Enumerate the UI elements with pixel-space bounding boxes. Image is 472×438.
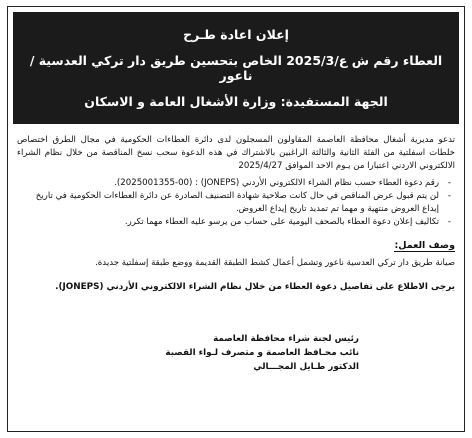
tender-number-line: العطاء رقم ش ع/2025/3 الخاص بتحسين طريق دار تركي العدسية / ناعور — [29, 53, 443, 83]
signature-block — [13, 332, 359, 374]
work-description: صيانة طريق دار تركي العدسية ناعور وتشمل أعمال كشط الطبقة القديمة ووضع طبقة إسفلتية جديدة. — [95, 258, 455, 268]
condition-item: - رقم دعوة العطاء حسب نظام الشراء الالكتروني الأردني (JONEPS) : (2025001355-00). — [17, 177, 453, 190]
signature-position: نائب محـافظ العاصمة و متصرف لـواء القصبة — [165, 348, 359, 358]
notice-frame — [7, 6, 465, 432]
intro-paragraph: تدعو مديرية أشغال محافظة العاصمة المقاولون المسجلون لدى دائرة العطاءات الحكومية في مجال الطرق اختصاص خلطات اسفلتية من الفئة الثانية والثالثة الراغبين بالاشتراك في هذه الدعوة سحب نسخ المناقصة من خلال نظام الشراء الالكتروني الاردني اعتبارا من يـوم الاحد الموافق 2025/4/27 — [17, 135, 455, 171]
signature-name: الدكتور طـايل المجـــالي — [253, 362, 359, 372]
conditions-list — [13, 177, 459, 229]
notice-header — [13, 12, 459, 124]
joneps-notice: يرجى الاطلاع على تفاصيل دعوة العطاء من خلال نظام الشراء الالكتروني الأردني (JONEPS). — [55, 282, 455, 292]
work-section-title: وصف العمل: — [394, 240, 455, 251]
condition-item: - تكاليف إعلان دعوة العطاء بالصحف اليومية على حساب من يرسو عليه العطاء مهما تكرر. — [17, 216, 453, 229]
condition-item: - لن يتم قبول عرض المناقص في حال كانت صلاحية شهادة التصنيف الصادرة عن دائرة العطاءات الحكومية في تاريخ إيداع العروض منتهية و مهما تم تمديد تاريخ إيداع العروض. — [17, 190, 453, 216]
beneficiary-line: الجهة المستفيدة: وزارة الأشغال العامة و الاسكان — [84, 94, 388, 109]
signature-committee: رئيس لجنة شراء محافظة العاصمة — [213, 334, 359, 344]
work-section-heading — [13, 240, 459, 251]
notice-title: إعلان اعادة طـرح — [183, 27, 289, 42]
